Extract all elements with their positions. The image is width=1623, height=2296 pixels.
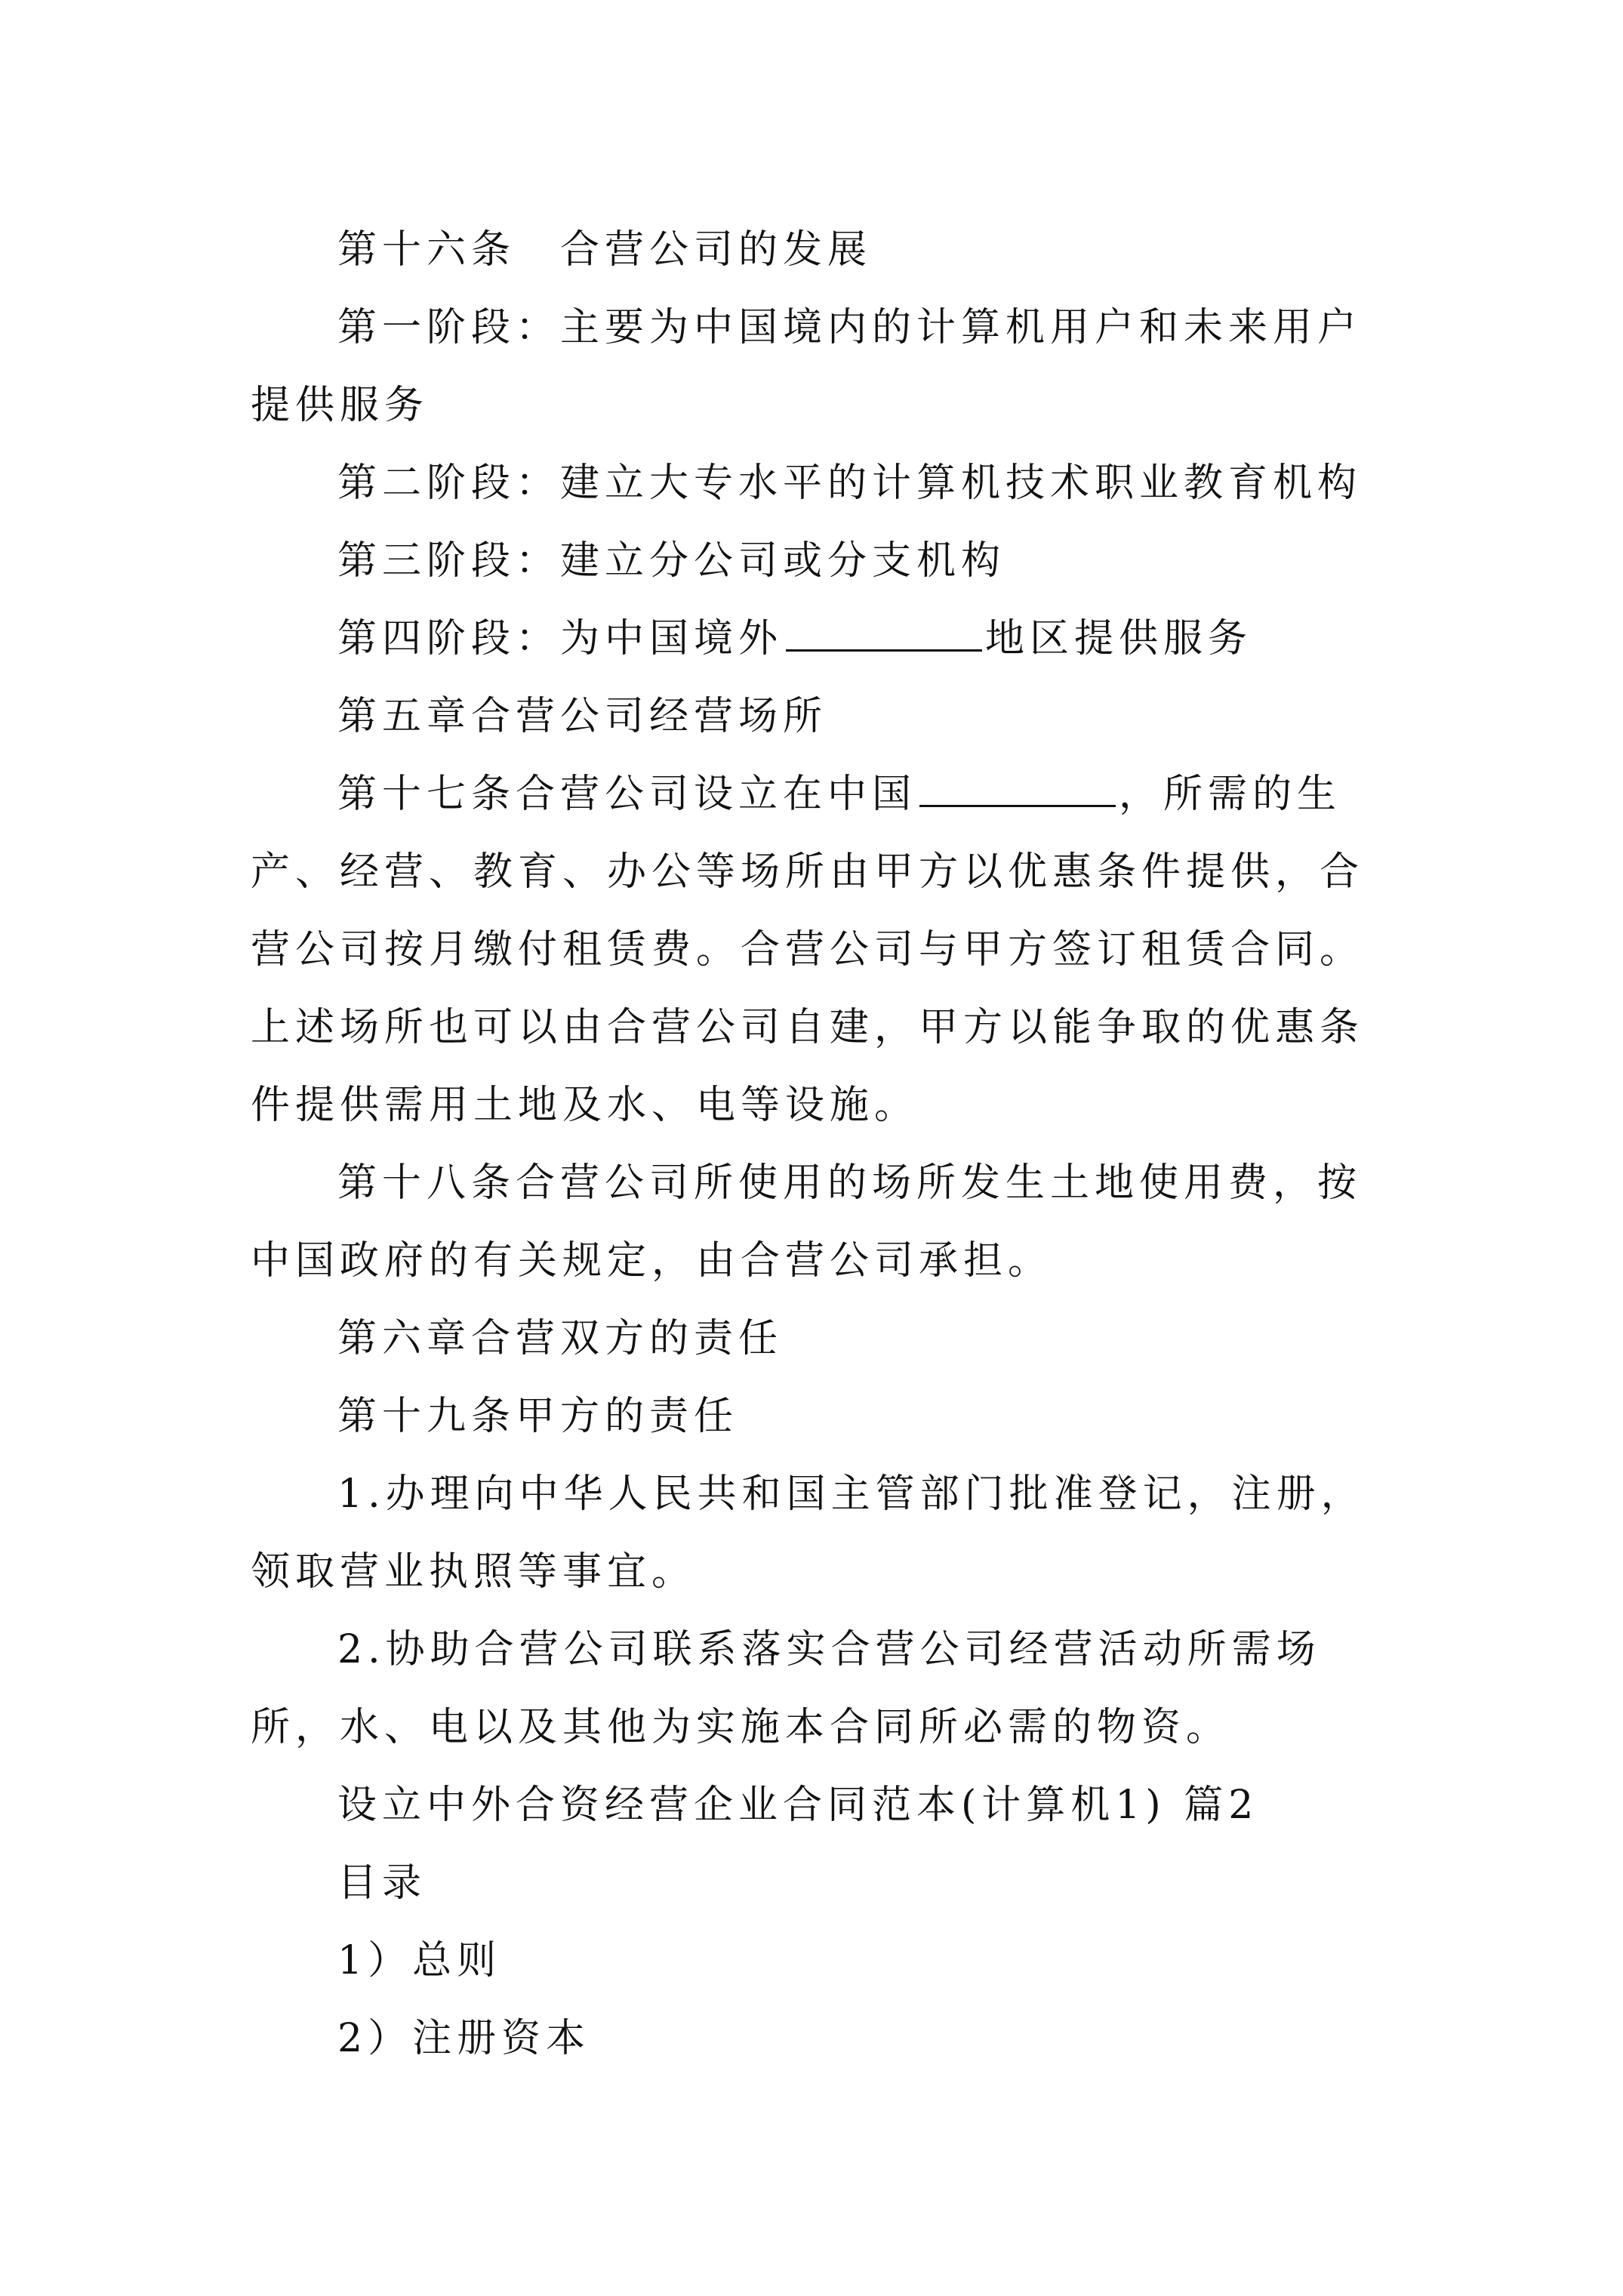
article-16-stage-3: 第三阶段：建立分公司或分支机构	[337, 538, 1006, 584]
article-17-text-after: ，所需的生产、经营、教育、办公等场所由甲方以优惠条件提供，合营公司按月缴付租赁费。合营公司与甲方签订租赁合同。上述场所也可以由合营公司自建，甲方以能争取的优惠条件提供需用土地及水、电等设施。	[251, 772, 1365, 1128]
fill-in-blank-location	[919, 775, 1116, 807]
stage-4-text-before: 第四阶段：为中国境外	[337, 616, 784, 661]
document-body	[251, 211, 1383, 2078]
toc-title: 目录	[337, 1860, 427, 1906]
article-16-heading: 第十六条 合营公司的发展	[337, 227, 873, 273]
chapter-5-title: 第五章合营公司经营场所	[337, 694, 828, 739]
toc-item: 2）注册资本	[337, 2016, 591, 2061]
article-17-text-before: 第十七条合营公司设立在中国	[337, 772, 917, 817]
article-19-item-2: 2.协助合营公司联系落实合营公司经营活动所需场所，水、电以及其他为实施本合同所必需的物资。	[251, 1627, 1321, 1750]
article-18: 第十八条合营公司所使用的场所发生土地使用费，按中国政府的有关规定，由合营公司承担。	[251, 1160, 1363, 1284]
article-17	[251, 756, 1383, 1145]
article-16-stage-2: 第二阶段：建立大专水平的计算机技术职业教育机构	[337, 461, 1363, 506]
article-19-heading: 第十九条甲方的责任	[337, 1394, 739, 1439]
chapter-6-title: 第六章合营双方的责任	[337, 1316, 784, 1361]
fill-in-blank-region	[786, 619, 982, 652]
article-19-item-1: 1.办理向中华人民共和国主管部门批准登记，注册，领取营业执照等事宜。	[251, 1472, 1366, 1595]
stage-4-text-after: 地区提供服务	[985, 616, 1253, 661]
toc-item: 1）总则	[337, 1938, 502, 1983]
document-2-title: 设立中外合资经营企业合同范本(计算机1) 篇2	[337, 1783, 1259, 1828]
article-16-stage-1: 第一阶段：主要为中国境内的计算机用户和未来用户提供服务	[251, 305, 1363, 428]
article-16-stage-4	[251, 600, 1383, 678]
